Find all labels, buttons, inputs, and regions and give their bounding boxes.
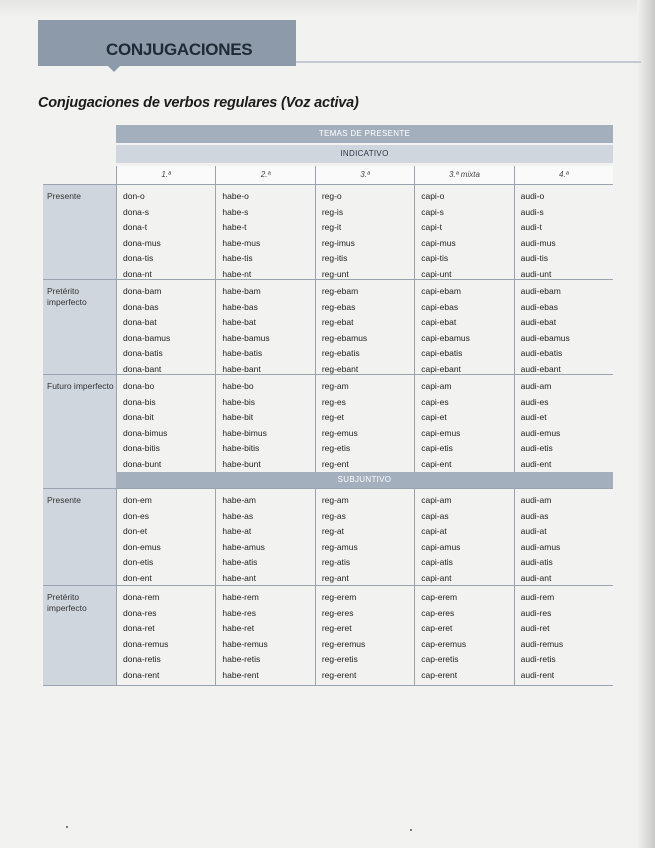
verb-form: capi-es	[421, 396, 449, 407]
verb-form: audi-mus	[520, 237, 556, 248]
verb-form: reg-it	[321, 222, 342, 233]
forms-column	[315, 586, 414, 686]
verb-form: don-ent	[123, 572, 152, 583]
page-title: CONJUGACIONES	[106, 40, 253, 59]
band-present-stems: TEMAS DE PRESENTE	[116, 125, 613, 143]
verb-form: habe-bam	[222, 286, 261, 296]
verb-form: capi-ant	[421, 572, 452, 583]
verb-form: audi-rent	[520, 669, 555, 680]
verb-form: dona-bat	[123, 317, 157, 328]
verb-form: habe-as	[222, 510, 254, 521]
page-speck	[66, 826, 68, 828]
column-header: 3.ª	[315, 166, 414, 184]
verb-form: dona-t	[123, 222, 148, 233]
verb-form: habe-bamus	[222, 332, 270, 343]
verb-form: dona-bimus	[123, 427, 168, 438]
forms-column	[514, 375, 613, 475]
verb-form: capi-am	[421, 495, 452, 505]
forms-columns	[116, 586, 613, 686]
verb-form: habe-am	[222, 495, 256, 505]
tense-label: Futuro imperfecto	[43, 375, 116, 475]
forms-column	[514, 586, 613, 686]
verb-form: habe-res	[222, 607, 256, 618]
forms-column	[414, 280, 513, 380]
verb-form: habe-retis	[222, 654, 261, 665]
tense-label: Pretérito imperfecto	[43, 586, 116, 686]
verb-form: cap-eres	[421, 607, 455, 618]
verb-form: audi-atis	[520, 557, 553, 568]
verb-form: habe-rent	[222, 669, 259, 680]
verb-form: dona-remus	[123, 638, 169, 649]
verb-form: habe-batis	[222, 348, 263, 359]
verb-form: reg-ebat	[321, 317, 354, 328]
verb-form: audi-rem	[520, 592, 555, 602]
verb-form: dona-batis	[123, 348, 163, 359]
verb-form: habe-rem	[222, 592, 259, 602]
indicative-section	[43, 374, 613, 475]
verb-form: capi-ebant	[421, 363, 461, 374]
verb-form: capi-amus	[421, 541, 461, 552]
verb-form: dona-nt	[123, 268, 152, 279]
verb-form: don-es	[123, 510, 149, 521]
verb-form: cap-eretis	[421, 654, 459, 665]
verb-form: habe-mus	[222, 237, 261, 248]
verb-form: reg-ebamus	[321, 332, 368, 343]
verb-form: capi-at	[421, 526, 447, 537]
verb-form: habe-o	[222, 191, 249, 201]
verb-form: dona-bamus	[123, 332, 171, 343]
verb-form: reg-ebant	[321, 363, 359, 374]
verb-form: reg-ebas	[321, 301, 356, 312]
verb-form: audi-res	[520, 607, 552, 618]
verb-form: reg-amus	[321, 541, 358, 552]
verb-form: don-et	[123, 526, 148, 537]
verb-form: habe-amus	[222, 541, 265, 552]
verb-form: reg-unt	[321, 268, 349, 279]
verb-form: audi-ebamus	[520, 332, 570, 343]
verb-form: cap-eremus	[421, 638, 467, 649]
verb-form: dona-ret	[123, 623, 155, 634]
verb-form: capi-ebamus	[421, 332, 470, 343]
verb-form: dona-rent	[123, 669, 160, 680]
verb-form: capi-unt	[421, 268, 452, 279]
tense-label: Presente	[43, 489, 116, 589]
verb-form: reg-ebam	[321, 286, 359, 296]
verb-form: reg-am	[321, 381, 349, 391]
verb-form: audi-remus	[520, 638, 564, 649]
forms-columns	[116, 280, 613, 380]
verb-form: capi-s	[421, 206, 444, 217]
verb-form: reg-etis	[321, 443, 351, 454]
forms-column	[116, 586, 215, 686]
forms-column	[116, 280, 215, 380]
verb-form: audi-ebam	[520, 286, 561, 296]
verb-form: audi-ebatis	[520, 348, 563, 359]
forms-column	[116, 185, 215, 285]
verb-form: audi-etis	[520, 443, 553, 454]
column-header-row	[116, 166, 613, 185]
verb-form: reg-is	[321, 206, 344, 217]
verb-form: cap-erem	[421, 592, 458, 602]
verb-form: capi-emus	[421, 427, 461, 438]
forms-columns	[116, 489, 613, 589]
verb-form: reg-as	[321, 510, 346, 521]
verb-form: dona-bunt	[123, 458, 162, 469]
verb-form: audi-ant	[520, 572, 552, 583]
indicative-section	[43, 184, 613, 285]
verb-form: reg-eretis	[321, 654, 358, 665]
subjunctive-band-left	[43, 472, 116, 488]
subjunctive-section	[43, 585, 613, 686]
verb-form: audi-ebant	[520, 363, 561, 374]
forms-column	[315, 489, 414, 589]
verb-form: audi-am	[520, 495, 552, 505]
verb-form: reg-o	[321, 191, 342, 201]
verb-form: dona-bitis	[123, 443, 160, 454]
column-header: 2.ª	[215, 166, 314, 184]
page-edge-shadow	[637, 0, 655, 848]
verb-form: habe-atis	[222, 557, 258, 568]
column-header: 4.ª	[514, 166, 613, 184]
verb-form: reg-ent	[321, 458, 349, 469]
verb-form: audi-tis	[520, 253, 549, 264]
verb-form: habe-tis	[222, 253, 253, 264]
verb-form: reg-emus	[321, 427, 358, 438]
forms-columns	[116, 375, 613, 475]
verb-form: habe-ant	[222, 572, 256, 583]
verb-form: habe-bitis	[222, 443, 260, 454]
verb-form: capi-as	[421, 510, 449, 521]
verb-form: dona-bas	[123, 301, 159, 312]
verb-form: reg-atis	[321, 557, 351, 568]
verb-form: reg-eret	[321, 623, 352, 634]
verb-form: habe-bat	[222, 317, 256, 328]
verb-form: capi-mus	[421, 237, 456, 248]
verb-form: reg-erent	[321, 669, 357, 680]
verb-form: dona-mus	[123, 237, 161, 248]
verb-form: reg-at	[321, 526, 345, 537]
verb-form: audi-emus	[520, 427, 561, 438]
verb-form: habe-t	[222, 222, 247, 233]
forms-column	[514, 280, 613, 380]
verb-form: audi-s	[520, 206, 544, 217]
column-header: 3.ª mixta	[414, 166, 513, 184]
verb-form: dona-rem	[123, 592, 160, 602]
forms-column	[414, 185, 513, 285]
verb-form: audi-et	[520, 412, 547, 423]
tense-label: Pretérito imperfecto	[43, 280, 116, 380]
verb-form: don-o	[123, 191, 145, 201]
verb-form: audi-es	[520, 396, 549, 407]
verb-form: reg-imus	[321, 237, 355, 248]
forms-column	[514, 489, 613, 589]
verb-form: capi-ent	[421, 458, 452, 469]
verb-form: dona-bant	[123, 363, 162, 374]
verb-form: audi-amus	[520, 541, 561, 552]
verb-form: audi-am	[520, 381, 552, 391]
verb-form: dona-res	[123, 607, 157, 618]
verb-form: reg-eres	[321, 607, 354, 618]
verb-form: audi-o	[520, 191, 545, 201]
verb-form: habe-nt	[222, 268, 252, 279]
page-speck	[410, 829, 412, 831]
verb-form: dona-bo	[123, 381, 155, 391]
verb-form: dona-bis	[123, 396, 156, 407]
verb-form: habe-bimus	[222, 427, 267, 438]
verb-form: audi-ret	[520, 623, 550, 634]
verb-form: reg-ant	[321, 572, 349, 583]
forms-column	[315, 375, 414, 475]
header-notch	[108, 66, 120, 72]
verb-form: capi-ebatis	[421, 348, 463, 359]
forms-column	[116, 489, 215, 589]
tense-label: Presente	[43, 185, 116, 285]
header-rule	[296, 61, 641, 63]
forms-column	[414, 489, 513, 589]
verb-form: audi-as	[520, 510, 549, 521]
verb-form: dona-tis	[123, 253, 154, 264]
verb-form: dona-bit	[123, 412, 154, 423]
verb-form: capi-atis	[421, 557, 453, 568]
forms-columns	[116, 185, 613, 285]
forms-column	[315, 185, 414, 285]
forms-column	[116, 375, 215, 475]
forms-column	[215, 280, 314, 380]
verb-form: habe-bas	[222, 301, 258, 312]
verb-form: reg-itis	[321, 253, 348, 264]
verb-form: cap-eret	[421, 623, 453, 634]
verb-form: capi-etis	[421, 443, 453, 454]
verb-form: reg-et	[321, 412, 345, 423]
verb-form: capi-ebam	[421, 286, 461, 296]
verb-form: habe-s	[222, 206, 249, 217]
verb-form: dona-s	[123, 206, 149, 217]
verb-form: habe-ret	[222, 623, 255, 634]
verb-form: reg-ebatis	[321, 348, 360, 359]
verb-form: dona-retis	[123, 654, 161, 665]
verb-form: capi-o	[421, 191, 445, 201]
band-indicative: INDICATIVO	[116, 145, 613, 163]
table-bottom-rule	[43, 685, 613, 686]
forms-column	[215, 375, 314, 475]
verb-form: audi-ebas	[520, 301, 558, 312]
verb-form: cap-erent	[421, 669, 458, 680]
verb-form: capi-t	[421, 222, 443, 233]
verb-form: dona-bam	[123, 286, 162, 296]
verb-form: capi-am	[421, 381, 452, 391]
verb-form: reg-erem	[321, 592, 357, 602]
section-subtitle: Conjugaciones de verbos regulares (Voz activa)	[38, 95, 359, 111]
band-subjunctive: SUBJUNTIVO	[116, 472, 613, 488]
forms-column	[414, 375, 513, 475]
verb-form: habe-bit	[222, 412, 254, 423]
verb-form: audi-unt	[520, 268, 552, 279]
column-header: 1.ª	[116, 166, 215, 184]
verb-form: audi-ebat	[520, 317, 557, 328]
verb-form: capi-ebas	[421, 301, 459, 312]
verb-form: capi-ebat	[421, 317, 457, 328]
verb-form: habe-bant	[222, 363, 261, 374]
verb-form: audi-at	[520, 526, 547, 537]
verb-form: habe-bunt	[222, 458, 261, 469]
verb-form: reg-eremus	[321, 638, 366, 649]
forms-column	[514, 185, 613, 285]
verb-form: don-em	[123, 495, 152, 505]
verb-form: capi-tis	[421, 253, 449, 264]
verb-form: reg-es	[321, 396, 346, 407]
page-top-shadow	[0, 0, 655, 18]
subjunctive-section	[43, 488, 613, 589]
verb-form: reg-am	[321, 495, 349, 505]
verb-form: audi-ent	[520, 458, 552, 469]
indicative-section	[43, 279, 613, 380]
forms-column	[215, 185, 314, 285]
verb-form: capi-et	[421, 412, 447, 423]
verb-form: habe-remus	[222, 638, 268, 649]
verb-form: habe-bis	[222, 396, 256, 407]
forms-column	[215, 489, 314, 589]
forms-column	[315, 280, 414, 380]
verb-form: don-emus	[123, 541, 161, 552]
verb-form: audi-t	[520, 222, 542, 233]
verb-form: don-etis	[123, 557, 154, 568]
verb-form: habe-at	[222, 526, 252, 537]
verb-form: habe-bo	[222, 381, 254, 391]
verb-form: audi-retis	[520, 654, 556, 665]
forms-column	[215, 586, 314, 686]
forms-column	[414, 586, 513, 686]
